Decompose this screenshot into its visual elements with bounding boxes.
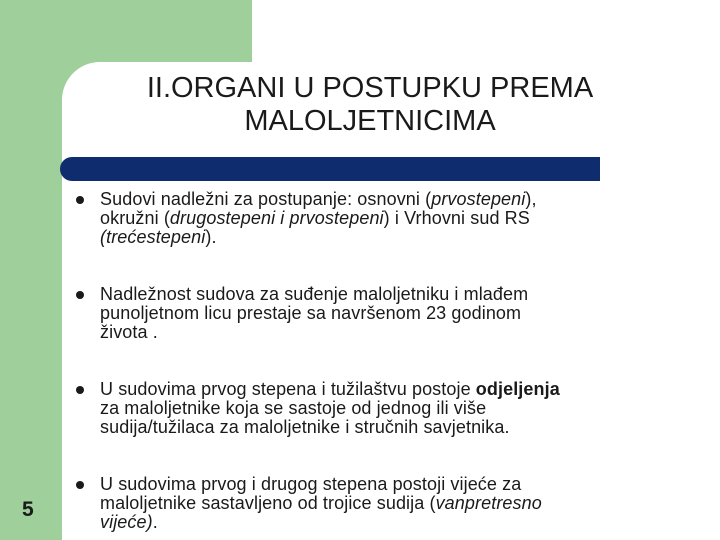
bullet-dot-icon (76, 291, 84, 299)
bullet-2-line: Nadležnost sudova za suđenje maloljetniku i mlađem (100, 284, 529, 304)
bullet-text (100, 190, 670, 247)
bullet-4-italic: vanpretresno (435, 493, 542, 513)
slide-title-line-1: II.ORGANI U POSTUPKU PREMA (146, 72, 594, 104)
bullet-1-term: Sudovi nadležni za postupanje (100, 189, 348, 209)
bullet-2-line: života . (100, 322, 158, 342)
bullet-4-text: maloljetnike sastavljeno od trojice sudija ( (100, 493, 436, 513)
title-divider-bar (60, 157, 600, 181)
bullet-text (100, 285, 670, 342)
bullet-1-text: ). (205, 227, 217, 247)
slide-title-line-2: MALOLJETNICIMA (244, 105, 496, 137)
bullet-3-bold: odjeljenja (475, 379, 560, 399)
page-number: 5 (22, 498, 34, 521)
bullet-1-italic: (trećestepeni (100, 227, 206, 247)
bullet-3-line: sudija/tužilaca za maloljetnike i stručnih savjetnika. (100, 417, 510, 437)
bullet-4-text: . (152, 512, 158, 532)
bullet-3-text: U sudovima prvog stepena i tužilaštvu postoje (100, 379, 476, 399)
bullet-1-text: : osnovni ( (347, 189, 432, 209)
bullet-1-text: okružni ( (100, 208, 170, 228)
bullet-1-italic: prvostepeni (431, 189, 526, 209)
bullet-4-line: U sudovima prvog i drugog stepena postoji vijeće za (100, 474, 522, 494)
bullet-dot-icon (76, 481, 84, 489)
green-side-band (0, 0, 62, 540)
bullet-2-line: punoljetnom licu prestaje sa navršenom 23 godinom (100, 303, 522, 323)
bullet-dot-icon (76, 196, 84, 204)
slide-title (100, 72, 640, 138)
bullet-3-line: za maloljetnike koja se sastoje od jednog ili više (100, 398, 487, 418)
bullet-text (100, 475, 670, 532)
bullet-text (100, 380, 670, 437)
bullet-dot-icon (76, 386, 84, 394)
bullet-1-text: ), (525, 189, 537, 209)
bullet-4-italic: vijeće) (100, 512, 153, 532)
bullet-1-text: ) i Vrhovni sud RS (383, 208, 530, 228)
bullet-1-italic: drugostepeni i prvostepeni (169, 208, 384, 228)
